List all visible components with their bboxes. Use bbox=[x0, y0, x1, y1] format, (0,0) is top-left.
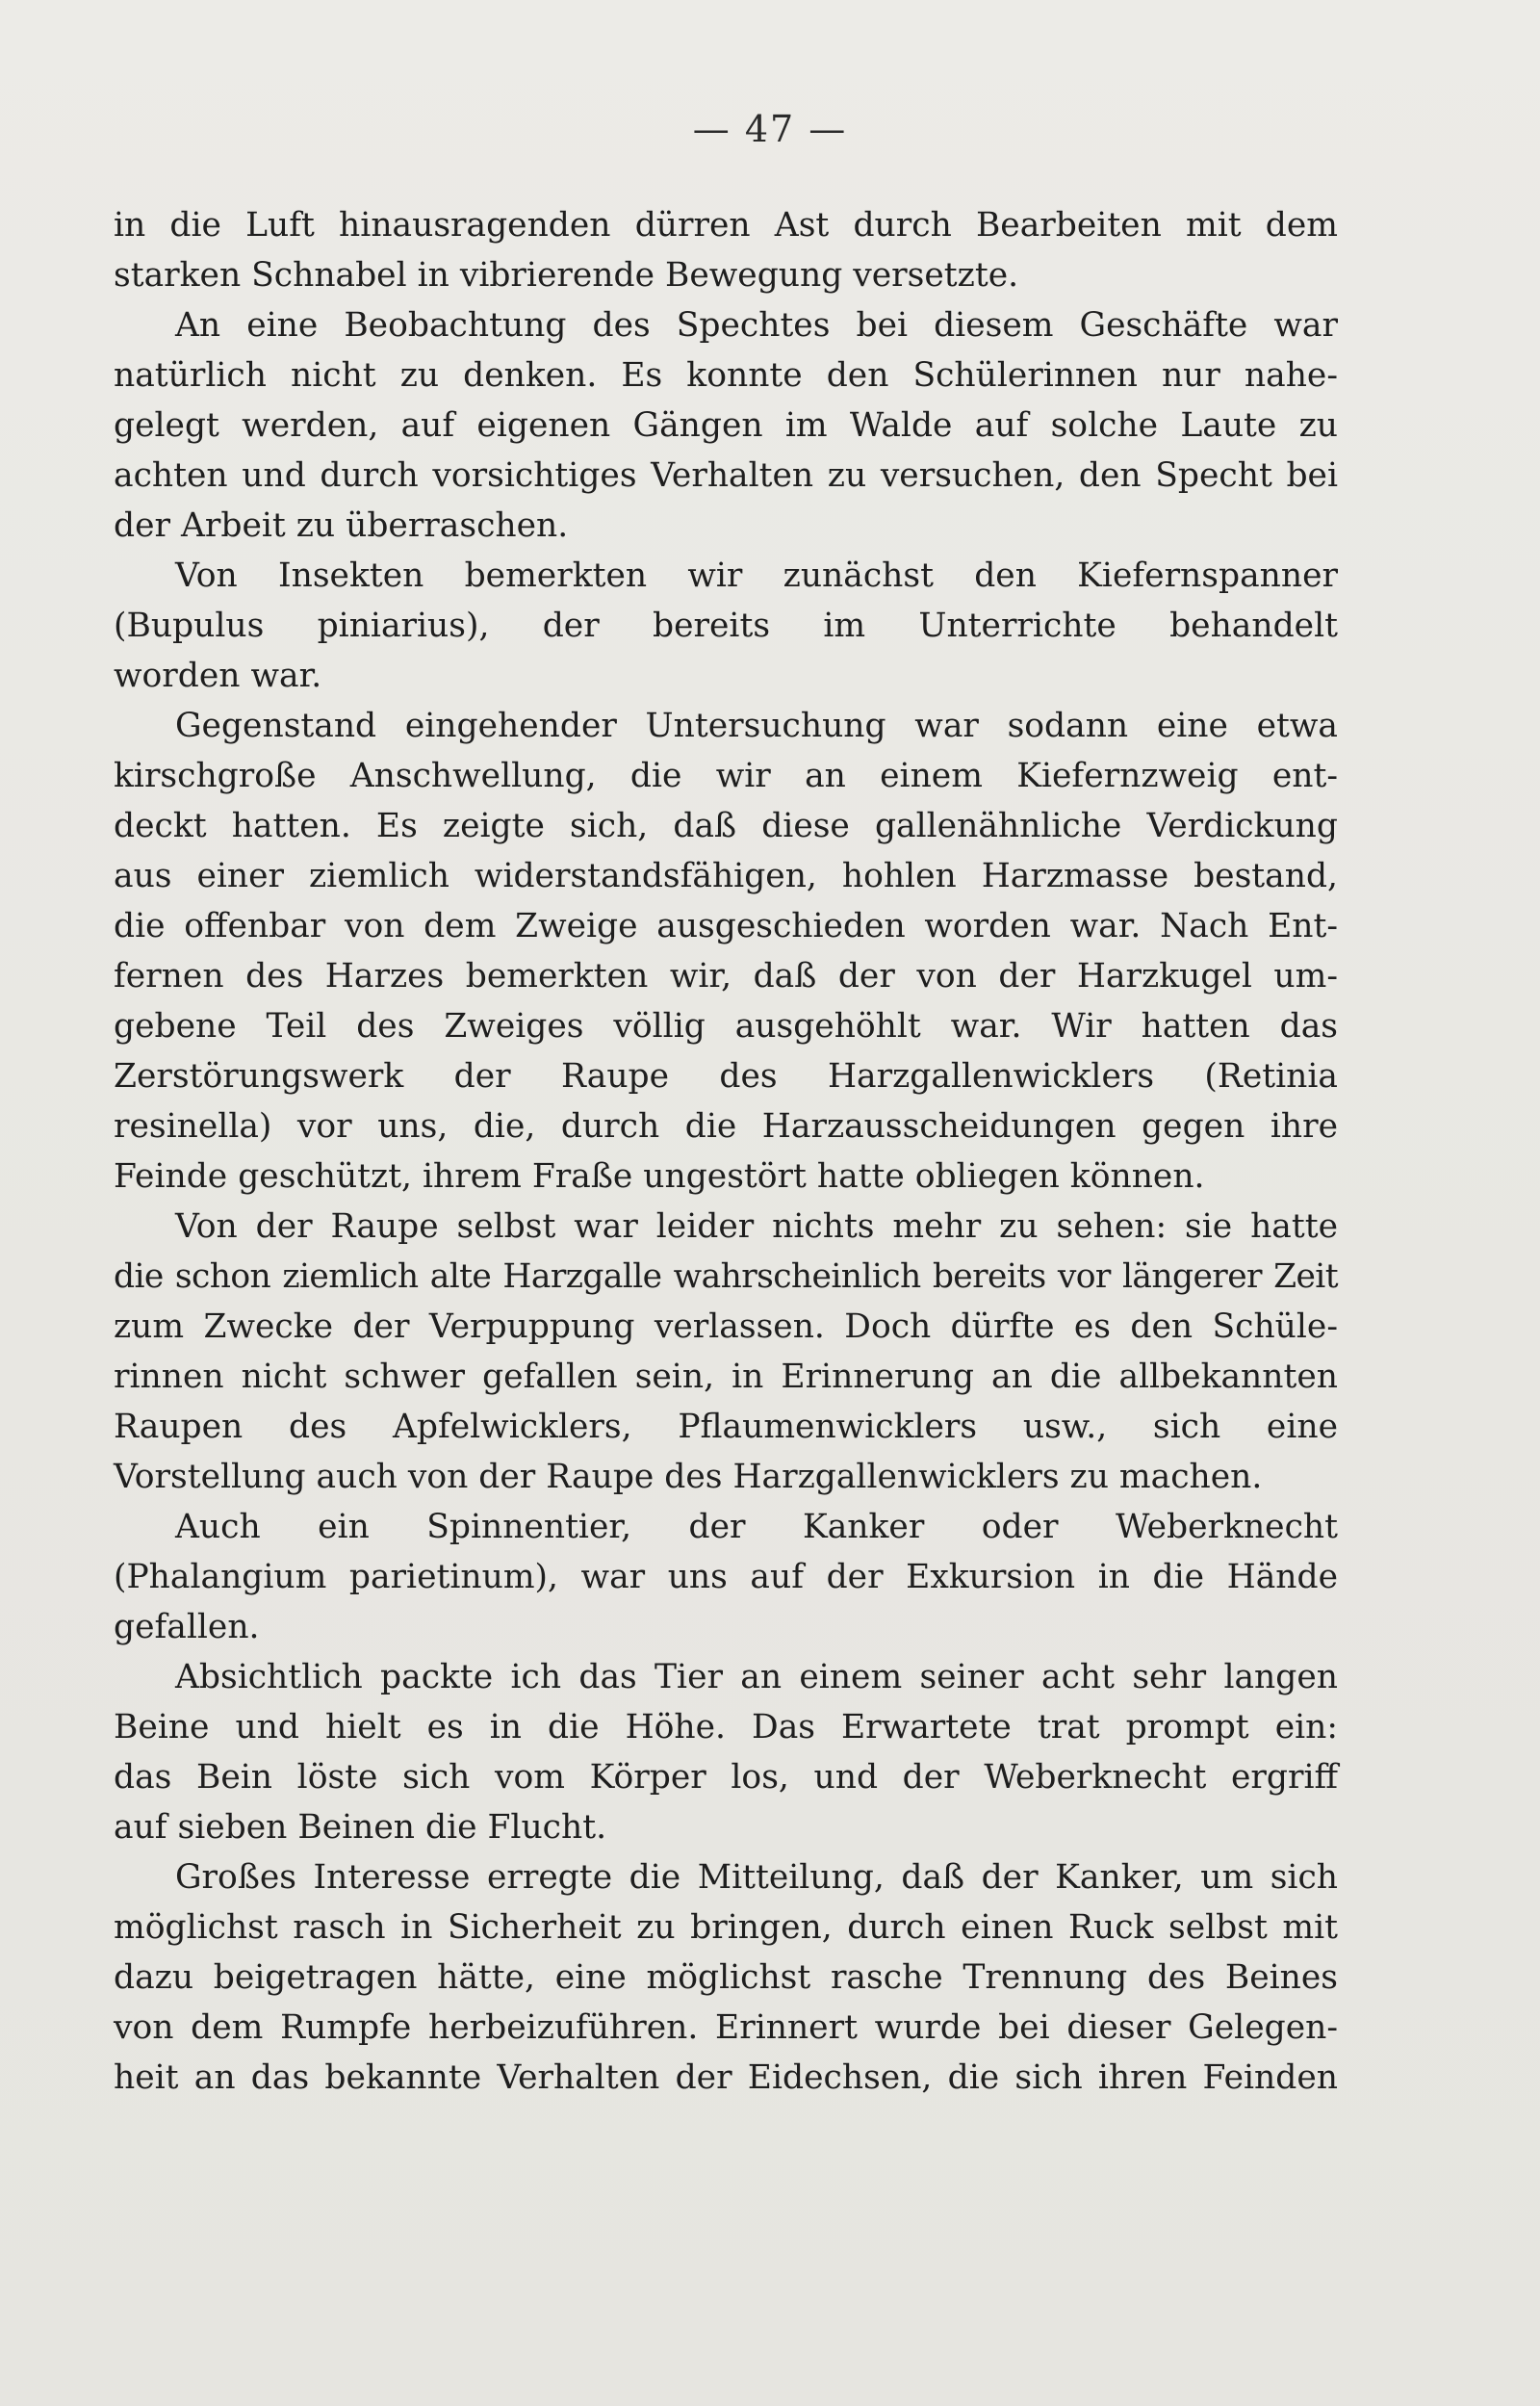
text-line: Zerstörungswerk der Raupe des Harzgallenwicklers (Retinia bbox=[114, 1057, 1338, 1096]
text-line: (Bupulus piniarius), der bereits im Unterrichte behandelt bbox=[114, 607, 1338, 645]
text-line: Vorstellung auch von der Raupe des Harzgallenwicklers zu machen. bbox=[114, 1458, 1263, 1496]
text-line: die offenbar von dem Zweige ausgeschieden worden war. Nach Ent- bbox=[114, 907, 1338, 945]
text-line: zum Zwecke der Verpuppung verlassen. Doch dürfte es den Schüle- bbox=[114, 1307, 1338, 1346]
text-line: Gegenstand eingehender Untersuchung war sodann eine etwa bbox=[175, 707, 1338, 745]
text-line: worden war. bbox=[114, 657, 322, 695]
text-line: der Arbeit zu überraschen. bbox=[114, 506, 569, 545]
text-line: gelegt werden, auf eigenen Gängen im Walde auf solche Laute zu bbox=[114, 406, 1338, 445]
paragraph-3 bbox=[114, 551, 1338, 701]
paragraph-4 bbox=[114, 701, 1338, 1202]
text-line: deckt hatten. Es zeigte sich, daß diese gallenähnliche Verdickung bbox=[114, 807, 1338, 845]
text-line: heit an das bekannte Verhalten der Eidechsen, die sich ihren Feinden bbox=[114, 2058, 1338, 2097]
text-line: gebene Teil des Zweiges völlig ausgehöhlt war. Wir hatten das bbox=[114, 1007, 1338, 1046]
paragraph-2 bbox=[114, 300, 1338, 551]
text-line: aus einer ziemlich widerstandsfähigen, hohlen Harzmasse bestand, bbox=[114, 857, 1338, 895]
text-line: Raupen des Apfelwicklers, Pflaumenwicklers usw., sich eine bbox=[114, 1408, 1338, 1446]
text-line: Von der Raupe selbst war leider nichts mehr zu sehen: sie hatte bbox=[175, 1207, 1338, 1246]
text-line: das Bein löste sich vom Körper los, und der Weberknecht ergriff bbox=[114, 1758, 1338, 1797]
text-line: rinnen nicht schwer gefallen sein, in Erinnerung an die allbekannten bbox=[114, 1358, 1338, 1396]
text-line: achten und durch vorsichtiges Verhalten zu versuchen, den Specht bei bbox=[114, 456, 1338, 495]
text-line: starken Schnabel in vibrierende Bewegung versetzte. bbox=[114, 256, 1019, 295]
text-line: Feinde geschützt, ihrem Fraße ungestört hatte obliegen können. bbox=[114, 1157, 1205, 1196]
text-line: Großes Interesse erregte die Mitteilung, daß der Kanker, um sich bbox=[175, 1858, 1338, 1897]
text-line: gefallen. bbox=[114, 1608, 260, 1646]
text-line: dazu beigetragen hätte, eine möglichst rasche Trennung des Beines bbox=[114, 1958, 1338, 1997]
body-text bbox=[114, 200, 1338, 2103]
text-line: in die Luft hinausragenden dürren Ast durch Bearbeiten mit dem bbox=[114, 206, 1338, 245]
text-line: Von Insekten bemerkten wir zunächst den Kiefernspanner bbox=[175, 556, 1338, 595]
text-line: An eine Beobachtung des Spechtes bei diesem Geschäfte war bbox=[175, 306, 1338, 345]
text-line: kirschgroße Anschwellung, die wir an einem Kiefernzweig ent- bbox=[114, 757, 1338, 795]
page-number: — 47 — bbox=[692, 108, 848, 150]
text-line: Absichtlich packte ich das Tier an einem seiner acht sehr langen bbox=[175, 1658, 1338, 1696]
text-line: möglichst rasch in Sicherheit zu bringen, durch einen Ruck selbst mit bbox=[114, 1908, 1338, 1947]
text-line: (Phalangium parietinum), war uns auf der Exkursion in die Hände bbox=[114, 1558, 1338, 1596]
text-line: Auch ein Spinnentier, der Kanker oder Weberknecht bbox=[175, 1508, 1338, 1546]
text-line: natürlich nicht zu denken. Es konnte den Schülerinnen nur nahe- bbox=[114, 356, 1338, 395]
text-line: auf sieben Beinen die Flucht. bbox=[114, 1808, 607, 1847]
text-line: fernen des Harzes bemerkten wir, daß der von der Harzkugel um- bbox=[114, 957, 1338, 996]
paragraph-8 bbox=[114, 1852, 1338, 2103]
paragraph-1 bbox=[114, 200, 1338, 300]
text-line: resinella) vor uns, die, durch die Harzausscheidungen gegen ihre bbox=[114, 1107, 1338, 1146]
paragraph-6 bbox=[114, 1502, 1338, 1652]
paragraph-5 bbox=[114, 1202, 1338, 1502]
text-line: Beine und hielt es in die Höhe. Das Erwartete trat prompt ein: bbox=[114, 1708, 1338, 1746]
text-line: die schon ziemlich alte Harzgalle wahrscheinlich bereits vor längerer Zeit bbox=[114, 1257, 1338, 1296]
paragraph-7 bbox=[114, 1652, 1338, 1852]
text-line: von dem Rumpfe herbeizuführen. Erinnert wurde bei dieser Gelegen- bbox=[114, 2008, 1338, 2047]
